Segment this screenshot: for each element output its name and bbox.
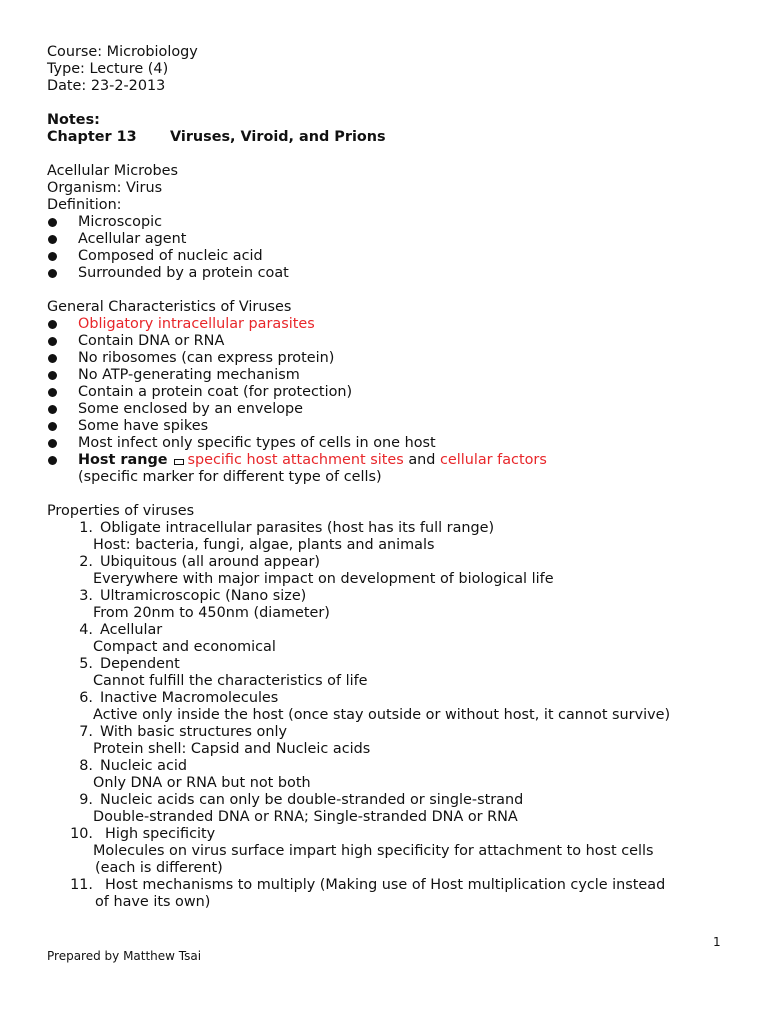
arrow-icon — [174, 456, 184, 466]
definition-label: Definition: — [47, 197, 122, 213]
acellular-heading: Acellular Microbes — [47, 163, 178, 179]
list-item-text: Surrounded by a protein coat — [78, 265, 289, 281]
list-item-text: Microscopic — [78, 214, 162, 230]
property-detail: Only DNA or RNA but not both — [93, 775, 311, 791]
chapter-number: Chapter 13 — [47, 129, 137, 145]
properties-heading: Properties of viruses — [47, 503, 195, 519]
property-detail: Double-stranded DNA or RNA; Single-stranded DNA or RNA — [93, 809, 518, 825]
property-detail: Protein shell: Capsid and Nucleic acids — [93, 741, 371, 757]
properties-list — [47, 520, 737, 911]
type-line: Type: Lecture (4) — [47, 61, 169, 77]
property-title: High specificity — [105, 826, 216, 842]
list-item-text: Acellular agent — [78, 231, 187, 247]
course-line: Course: Microbiology — [47, 44, 198, 60]
list-item — [47, 435, 737, 452]
bullet-icon — [48, 218, 57, 227]
property-number: 10. — [70, 826, 93, 842]
property-title: Ubiquitous (all around appear) — [100, 554, 321, 570]
property-number: 11. — [70, 877, 93, 893]
property-item — [47, 690, 737, 707]
chapter-heading — [47, 129, 737, 146]
list-item — [47, 350, 737, 367]
property-number: 9. — [79, 792, 93, 808]
host-range-item — [47, 452, 737, 469]
characteristics-heading: General Characteristics of Viruses — [47, 299, 292, 315]
property-detail: From 20nm to 450nm (diameter) — [93, 605, 330, 621]
host-range-and: and — [403, 452, 440, 468]
bullet-icon — [48, 405, 57, 414]
list-item — [47, 333, 737, 350]
host-range-label: Host range — [78, 452, 168, 468]
property-title: Obligate intracellular parasites (host has its full range) — [100, 520, 495, 536]
property-detail: Molecules on virus surface impart high specificity for attachment to host cells — [93, 843, 654, 859]
property-number: 7. — [79, 724, 93, 740]
bullet-icon — [48, 388, 57, 397]
bullet-icon — [48, 252, 57, 261]
property-number: 5. — [79, 656, 93, 672]
page-number: 1 — [713, 935, 721, 949]
property-number: 2. — [79, 554, 93, 570]
bullet-icon — [48, 354, 57, 363]
property-item — [47, 622, 737, 639]
property-detail: of have its own) — [95, 894, 211, 910]
list-item — [47, 401, 737, 418]
list-item-text: No ATP-generating mechanism — [78, 367, 300, 383]
list-item — [47, 384, 737, 401]
list-item-text: Some have spikes — [78, 418, 209, 434]
notes-label: Notes: — [47, 112, 100, 128]
bullet-icon — [48, 269, 57, 278]
property-detail: Compact and economical — [93, 639, 276, 655]
property-title: Ultramicroscopic (Nano size) — [100, 588, 307, 604]
property-title: Dependent — [100, 656, 180, 672]
property-item — [47, 826, 737, 843]
bullet-icon — [48, 439, 57, 448]
property-detail: Active only inside the host (once stay outside or without host, it cannot survive) — [93, 707, 671, 723]
property-item — [47, 588, 737, 605]
list-item — [47, 265, 737, 282]
definition-list — [47, 214, 737, 282]
list-item — [47, 316, 737, 333]
chapter-title: Viruses, Viroid, and Prions — [170, 129, 386, 145]
property-item — [47, 877, 737, 894]
property-item — [47, 758, 737, 775]
property-detail: (each is different) — [95, 860, 223, 876]
bullet-icon — [48, 320, 57, 329]
host-range-note: (specific marker for different type of cells) — [78, 469, 382, 485]
property-detail: Everywhere with major impact on development of biological life — [93, 571, 554, 587]
property-number: 6. — [79, 690, 93, 706]
property-detail: Cannot fulfill the characteristics of life — [93, 673, 368, 689]
property-item — [47, 656, 737, 673]
host-range-part1: specific host attachment sites — [187, 452, 404, 468]
document-page — [47, 44, 737, 911]
property-item — [47, 520, 737, 537]
bullet-icon — [48, 422, 57, 431]
bullet-icon — [48, 456, 57, 465]
list-item-text: Obligatory intracellular parasites — [78, 316, 315, 332]
list-item — [47, 214, 737, 231]
property-detail: Host: bacteria, fungi, algae, plants and animals — [93, 537, 435, 553]
date-line: Date: 23-2-2013 — [47, 78, 166, 94]
property-title: Acellular — [100, 622, 163, 638]
bullet-icon — [48, 235, 57, 244]
characteristics-list — [47, 316, 737, 452]
property-title: Nucleic acid — [100, 758, 187, 774]
list-item-text: Some enclosed by an envelope — [78, 401, 304, 417]
property-item — [47, 792, 737, 809]
property-title: Host mechanisms to multiply (Making use of Host multiplication cycle instead — [105, 877, 666, 893]
property-title: Nucleic acids can only be double-stranded or single-strand — [100, 792, 524, 808]
property-number: 1. — [79, 520, 93, 536]
list-item-text: Contain DNA or RNA — [78, 333, 225, 349]
list-item-text: Contain a protein coat (for protection) — [78, 384, 353, 400]
property-item — [47, 724, 737, 741]
host-range-part2: cellular factors — [439, 452, 547, 468]
organism-line: Organism: Virus — [47, 180, 163, 196]
property-item — [47, 554, 737, 571]
list-item — [47, 248, 737, 265]
list-item — [47, 231, 737, 248]
list-item — [47, 418, 737, 435]
footer-author: Prepared by Matthew Tsai — [47, 949, 202, 963]
property-title: With basic structures only — [100, 724, 288, 740]
list-item-text: Composed of nucleic acid — [78, 248, 263, 264]
property-number: 8. — [79, 758, 93, 774]
list-item — [47, 367, 737, 384]
list-item-text: Most infect only specific types of cells in one host — [78, 435, 436, 451]
bullet-icon — [48, 371, 57, 380]
bullet-icon — [48, 337, 57, 346]
list-item-text: No ribosomes (can express protein) — [78, 350, 335, 366]
property-number: 4. — [79, 622, 93, 638]
property-title: Inactive Macromolecules — [100, 690, 279, 706]
property-number: 3. — [79, 588, 93, 604]
